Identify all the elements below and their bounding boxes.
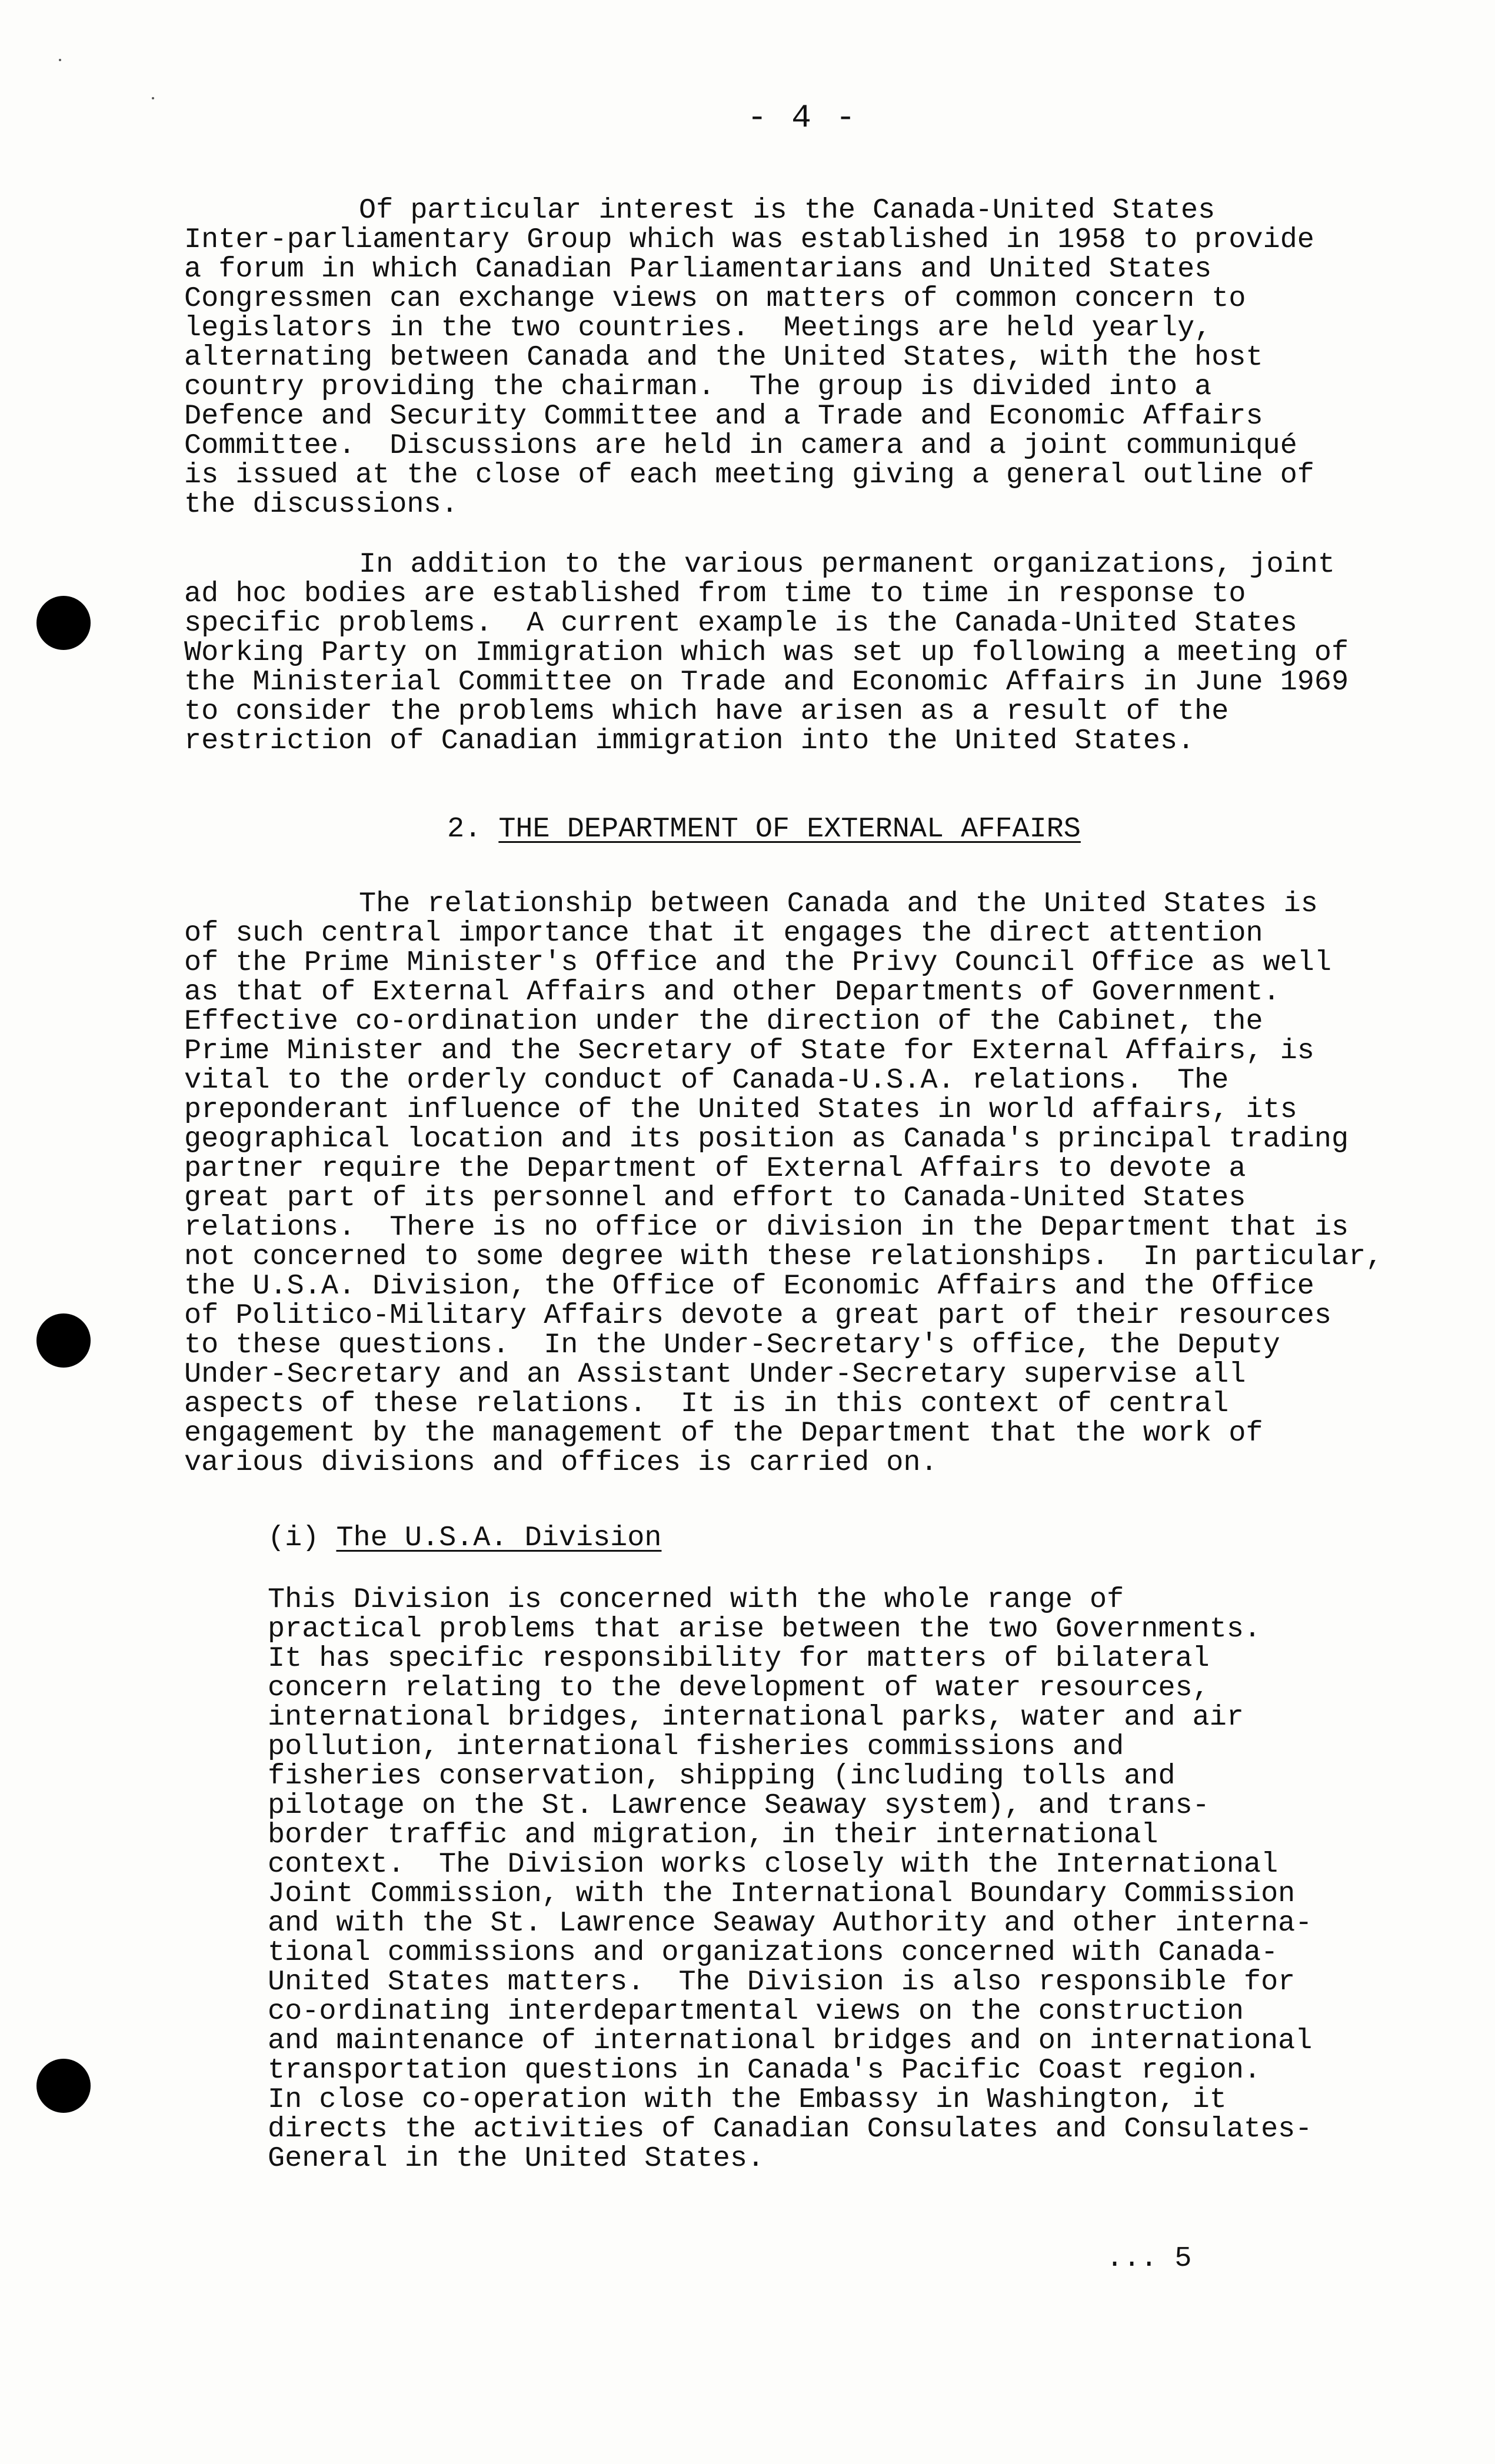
paragraph-line: legislators in the two countries. Meetings are held yearly, — [184, 312, 1212, 344]
paragraph-line: Joint Commission, with the International Boundary Commission — [268, 1878, 1296, 1910]
paragraph-line: to these questions. In the Under-Secretary's office, the Deputy — [184, 1329, 1280, 1361]
paragraph-line: engagement by the management of the Department that the work of — [184, 1417, 1263, 1449]
paragraph-line: concern relating to the development of water resources, — [268, 1672, 1210, 1704]
subsection-title: The U.S.A. Division — [336, 1522, 662, 1554]
paragraph-line: and maintenance of international bridges and on international — [268, 2025, 1313, 2057]
paragraph-line: Working Party on Immigration which was set up following a meeting of — [184, 636, 1349, 669]
punch-hole-top — [36, 596, 91, 650]
paragraph-line: the discussions. — [184, 488, 458, 521]
paragraph-line: as that of External Affairs and other Departments of Government. — [184, 976, 1280, 1008]
page-number: - 4 - — [747, 99, 858, 136]
paragraph-line: United States matters. The Division is also responsible for — [268, 1966, 1296, 1998]
paragraph-line: relations. There is no office or division in the Department that is — [184, 1211, 1349, 1243]
paragraph-line: restriction of Canadian immigration into the United States. — [184, 725, 1195, 757]
paragraph-line: In addition to the various permanent organizations, joint — [359, 548, 1335, 581]
section-heading — [447, 815, 1081, 844]
paragraph-line: co-ordinating interdepartmental views on the construction — [268, 1995, 1244, 2028]
paragraph-line: a forum in which Canadian Parliamentarians and United States — [184, 253, 1212, 285]
paragraph-line: border traffic and migration, in their international — [268, 1819, 1158, 1851]
paragraph-line: context. The Division works closely with the International — [268, 1848, 1278, 1880]
paragraph-line: of Politico-Military Affairs devote a great part of their resources — [184, 1299, 1332, 1332]
subsection-heading — [268, 1523, 661, 1553]
paragraph-line: It has specific responsibility for matters of bilateral — [268, 1642, 1210, 1675]
continuation-marker: ... 5 — [1106, 2242, 1192, 2275]
paragraph-line: In close co-operation with the Embassy in Washington, it — [268, 2083, 1227, 2116]
paragraph-line: of such central importance that it engages the direct attention — [184, 917, 1263, 949]
paragraph-line: international bridges, international parks, water and air — [268, 1701, 1244, 1733]
paragraph-line: Effective co-ordination under the direction of the Cabinet, the — [184, 1005, 1263, 1038]
paragraph-line: This Division is concerned with the whole range of — [268, 1583, 1124, 1616]
paragraph-line: fisheries conservation, shipping (including tolls and — [268, 1760, 1176, 1792]
paragraph-line: directs the activities of Canadian Consulates and Consulates- — [268, 2113, 1313, 2145]
paragraph-line: specific problems. A current example is the Canada-United States — [184, 607, 1297, 639]
paragraph-line: Prime Minister and the Secretary of State for External Affairs, is — [184, 1035, 1314, 1067]
scan-speck — [152, 97, 154, 99]
section-number: 2. — [447, 813, 482, 845]
punch-hole-middle — [36, 1313, 91, 1368]
paragraph-line: The relationship between Canada and the United States is — [359, 888, 1318, 920]
paragraph-line: and with the St. Lawrence Seaway Authority and other interna- — [268, 1907, 1313, 1939]
paragraph-line: tional commissions and organizations concerned with Canada- — [268, 1936, 1278, 1969]
section-title: THE DEPARTMENT OF EXTERNAL AFFAIRS — [498, 813, 1081, 845]
paragraph-line: pilotage on the St. Lawrence Seaway system), and trans- — [268, 1789, 1210, 1822]
paragraph-line: vital to the orderly conduct of Canada-U.S.A. relations. The — [184, 1064, 1229, 1096]
paragraph-line: various divisions and offices is carried on. — [184, 1446, 938, 1479]
paragraph-line: Committee. Discussions are held in camera and a joint communiqué — [184, 429, 1297, 462]
paragraph-line: aspects of these relations. It is in this context of central — [184, 1388, 1229, 1420]
paragraph-line: geographical location and its position as Canada's principal trading — [184, 1123, 1349, 1155]
paragraph-line: Defence and Security Committee and a Trade and Economic Affairs — [184, 400, 1263, 432]
scan-speck — [59, 59, 61, 61]
paragraph-line: great part of its personnel and effort to Canada-United States — [184, 1182, 1246, 1214]
paragraph-line: practical problems that arise between the two Governments. — [268, 1613, 1261, 1645]
paragraph-line: of the Prime Minister's Office and the Privy Council Office as well — [184, 946, 1332, 979]
paragraph-line: alternating between Canada and the United States, with the host — [184, 341, 1263, 374]
paragraph-line: General in the United States. — [268, 2142, 765, 2175]
paragraph-line: partner require the Department of External Affairs to devote a — [184, 1152, 1246, 1185]
paragraph-line: Inter-parliamentary Group which was established in 1958 to provide — [184, 224, 1314, 256]
paragraph-line: is issued at the close of each meeting giving a general outline of — [184, 459, 1314, 491]
paragraph-line: preponderant influence of the United States in world affairs, its — [184, 1093, 1297, 1126]
paragraph-line: pollution, international fisheries commissions and — [268, 1731, 1124, 1763]
paragraph-line: not concerned to some degree with these relationships. In particular, — [184, 1241, 1383, 1273]
paragraph-line: Congressmen can exchange views on matters of common concern to — [184, 282, 1246, 315]
paragraph-line: ad hoc bodies are established from time to time in response to — [184, 578, 1246, 610]
paragraph-line: transportation questions in Canada's Pacific Coast region. — [268, 2054, 1261, 2086]
paragraph-line: country providing the chairman. The group is divided into a — [184, 371, 1212, 403]
paragraph-line: to consider the problems which have arisen as a result of the — [184, 695, 1229, 728]
paragraph-line: the U.S.A. Division, the Office of Economic Affairs and the Office — [184, 1270, 1314, 1302]
punch-hole-bottom — [36, 2059, 91, 2113]
paragraph-line: the Ministerial Committee on Trade and Economic Affairs in June 1969 — [184, 666, 1349, 698]
subsection-number: (i) — [268, 1522, 319, 1554]
paragraph-line: Of particular interest is the Canada-United States — [359, 194, 1216, 226]
paragraph-line: Under-Secretary and an Assistant Under-Secretary supervise all — [184, 1358, 1246, 1391]
